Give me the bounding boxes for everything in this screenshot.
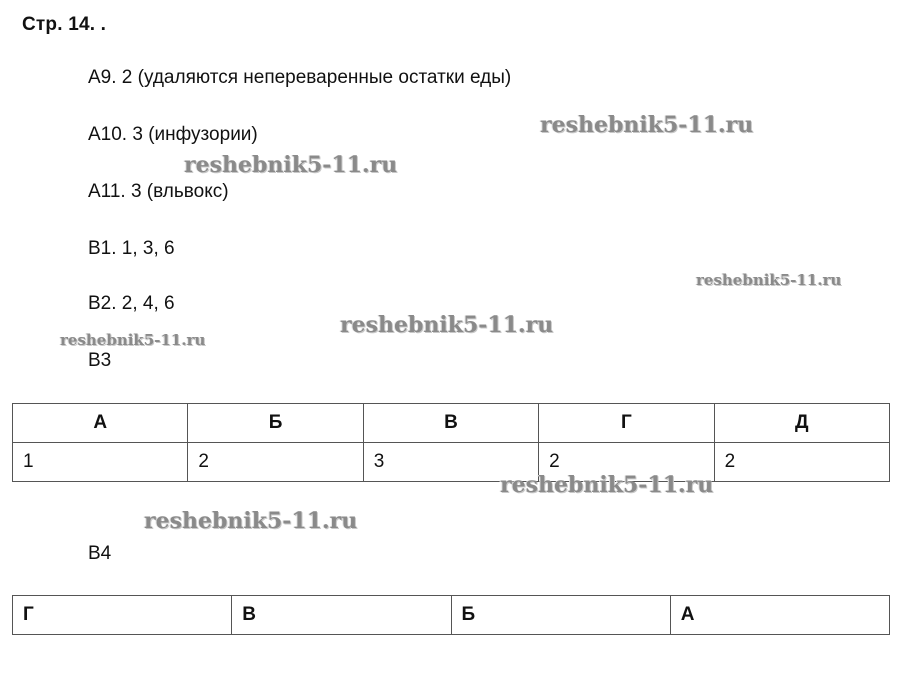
table-cell: 3 [363,443,538,482]
answer-table-b4 [12,595,890,635]
table-row [13,443,890,482]
answer-table-b3 [12,403,890,482]
table-cell: Б [451,596,670,635]
answer-a9: А9. 2 (удаляются непереваренные остатки еды) [88,67,512,88]
table-header-cell: А [13,404,188,443]
table-cell: 2 [714,443,889,482]
watermark: reshebnik5-11.ru [540,112,754,138]
table-cell: А [670,596,889,635]
answer-b1: В1. 1, 3, 6 [88,238,175,259]
table-cell: В [232,596,451,635]
table-header-cell: Д [714,404,889,443]
table-cell: 2 [188,443,363,482]
page-title: Стр. 14. . [22,14,107,35]
answer-b3-label: В3 [88,350,112,371]
table-header-cell: В [363,404,538,443]
table-cell: 2 [539,443,714,482]
watermark: reshebnik5-11.ru [184,152,398,178]
table-cell: Г [13,596,232,635]
answer-a10: А10. 3 (инфузории) [88,124,258,145]
table-header-row [13,404,890,443]
answer-b2: В2. 2, 4, 6 [88,293,175,314]
table-row [13,596,890,635]
watermark: reshebnik5-11.ru [340,312,554,338]
table-header-cell: Б [188,404,363,443]
table-header-cell: Г [539,404,714,443]
answer-a11: А11. 3 (вльвокс) [88,181,229,202]
watermark: reshebnik5-11.ru [144,508,358,534]
watermark: reshebnik5-11.ru [60,331,206,349]
table-cell: 1 [13,443,188,482]
watermark: reshebnik5-11.ru [500,472,714,498]
watermark: reshebnik5-11.ru [696,271,842,289]
answer-b4-label: В4 [88,543,112,564]
